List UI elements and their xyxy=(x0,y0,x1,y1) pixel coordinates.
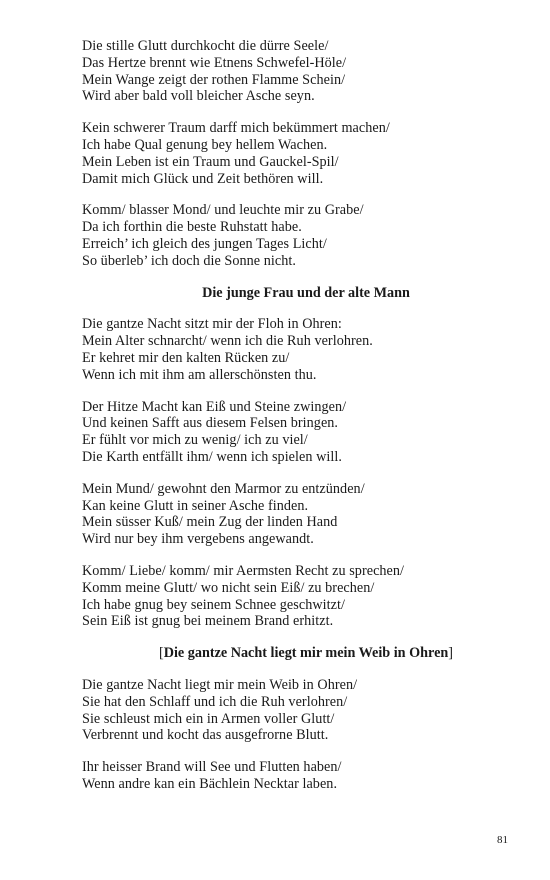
poem1-stanza-1 xyxy=(82,38,522,105)
verse-line: Sie schleust mich ein in Armen voller Glutt/ xyxy=(82,710,335,727)
verse-line: Die gantze Nacht sitzt mir der Floh in Ohren: xyxy=(82,316,342,333)
verse-line: Ihr heisser Brand will See und Flutten haben/ xyxy=(82,759,342,776)
verse-line: Das Hertze brennt wie Etnens Schwefel-Höle/ xyxy=(82,54,347,71)
verse-line: Verbrennt und kocht das ausgefrorne Blutt. xyxy=(82,727,329,744)
verse-line: Er kehret mir den kalten Rücken zu/ xyxy=(82,349,290,366)
verse-line: Ich habe gnug bey seinem Schnee geschwitzt/ xyxy=(82,596,345,613)
verse-line: Mein Mund/ gewohnt den Marmor zu entzünden/ xyxy=(82,480,365,497)
poem3-stanza-2 xyxy=(82,759,522,793)
verse-line: Die stille Glutt durchkocht die dürre Seele/ xyxy=(82,38,329,54)
verse-line: Wird aber bald voll bleicher Asche seyn. xyxy=(82,88,315,105)
verse-line: Wenn andre kan ein Bächlein Necktar laben. xyxy=(82,775,338,792)
verse-line: Komm meine Glutt/ wo nicht sein Eiß/ zu brechen/ xyxy=(82,579,375,596)
verse-line: Mein süsser Kuß/ mein Zug der linden Hand xyxy=(82,514,338,531)
verse-line: Er fühlt vor mich zu wenig/ ich zu viel/ xyxy=(82,432,308,449)
page-number: 81 xyxy=(497,834,508,846)
verse-line: Da ich forthin die beste Ruhstatt habe. xyxy=(82,219,302,236)
verse-line: Sie hat den Schlaff und ich die Ruh verlohren/ xyxy=(82,693,348,710)
poem2-stanza-3 xyxy=(82,481,522,548)
poem2-stanza-2 xyxy=(82,399,522,466)
poem2-stanza-4 xyxy=(82,563,522,630)
bracket-open: [ xyxy=(159,645,164,662)
verse-line: Mein Leben ist ein Traum und Gauckel-Spil/ xyxy=(82,153,339,170)
verse-line: So überleb’ ich doch die Sonne nicht. xyxy=(82,252,296,269)
verse-line: Erreich’ ich gleich des jungen Tages Licht/ xyxy=(82,235,327,252)
poem2-title: Die junge Frau und der alte Mann xyxy=(202,284,410,301)
verse-line: Der Hitze Macht kan Eiß und Steine zwingen/ xyxy=(82,398,347,415)
poem3-title-text: Die gantze Nacht liegt mir mein Weib in Ohren xyxy=(163,645,449,662)
verse-line: Und keinen Safft aus diesem Felsen bringen. xyxy=(82,415,339,432)
poem2-stanza-1 xyxy=(82,316,522,383)
verse-line: Sein Eiß ist gnug bei meinem Brand erhitzt. xyxy=(82,613,334,630)
verse-line: Ich habe Qual genung bey hellem Wachen. xyxy=(82,136,328,153)
verse-line: Komm/ Liebe/ komm/ mir Aermsten Recht zu sprechen/ xyxy=(82,562,405,579)
verse-line: Wird nur bey ihm vergebens angewandt. xyxy=(82,531,314,548)
text-body xyxy=(82,38,522,808)
poem1-stanza-3 xyxy=(82,202,522,269)
verse-line: Mein Wange zeigt der rothen Flamme Schein/ xyxy=(82,71,346,88)
bracket-close: ] xyxy=(448,645,453,662)
verse-line: Die gantze Nacht liegt mir mein Weib in Ohren/ xyxy=(82,676,358,693)
verse-line: Damit mich Glück und Zeit bethören will. xyxy=(82,170,324,187)
verse-line: Mein Alter schnarcht/ wenn ich die Ruh verlohren. xyxy=(82,333,373,350)
verse-line: Die Karth entfällt ihm/ wenn ich spielen will. xyxy=(82,448,342,465)
poem3-stanza-1 xyxy=(82,677,522,744)
poem3-title xyxy=(82,645,522,662)
verse-line: Kan keine Glutt in seiner Asche finden. xyxy=(82,497,309,514)
verse-line: Wenn ich mit ihm am allerschönsten thu. xyxy=(82,366,317,383)
verse-line: Komm/ blasser Mond/ und leuchte mir zu Grabe/ xyxy=(82,202,364,219)
poem1-stanza-2 xyxy=(82,120,522,187)
verse-line: Kein schwerer Traum darff mich bekümmert machen/ xyxy=(82,120,390,137)
